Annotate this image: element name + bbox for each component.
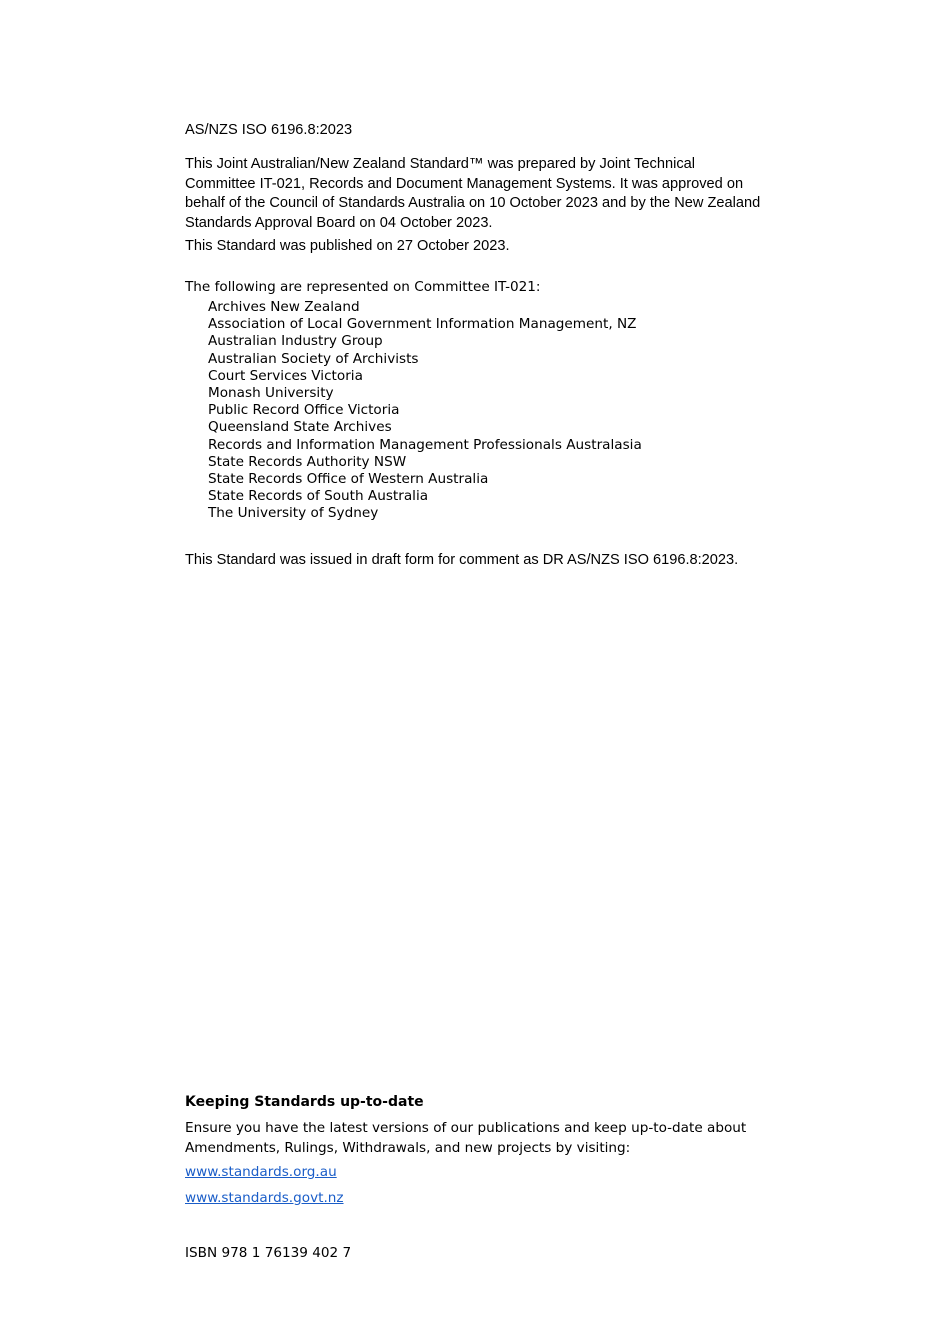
keeping-up-to-date-text: Ensure you have the latest versions of our publications and keep up-to-date about Amendments, Rulings, Withdrawals, and new projects by visiting:	[185, 1120, 747, 1156]
committee-member: Records and Information Management Professionals Australasia	[208, 436, 642, 453]
standards-australia-link[interactable]: www.standards.org.au	[185, 1164, 337, 1180]
committee-member: State Records of South Australia	[208, 488, 429, 505]
committee-member: Queensland State Archives	[208, 419, 392, 436]
approval-statement: This Joint Australian/New Zealand Standard™ was prepared by Joint Technical Committee IT-021, Records and Document Management Systems. It was approved on behalf of the Council of Standards Australia on 10 October 2023 and by the New Zealand Standards Approval Board on 04 October 2023.	[185, 156, 761, 231]
document-code: AS/NZS ISO 6196.8:2023	[185, 122, 353, 138]
committee-member: Australian Industry Group	[208, 333, 383, 350]
isbn: ISBN 978 1 76139 402 7	[185, 1245, 352, 1261]
standards-nz-link[interactable]: www.standards.govt.nz	[185, 1190, 344, 1206]
committee-member: The University of Sydney	[208, 505, 379, 522]
committee-member: State Records Office of Western Australia	[208, 470, 489, 487]
draft-statement: This Standard was issued in draft form for comment as DR AS/NZS ISO 6196.8:2023.	[185, 552, 739, 568]
committee-member: State Records Authority NSW	[208, 453, 407, 470]
keeping-up-to-date-heading: Keeping Standards up-to-date	[185, 1094, 424, 1110]
committee-member: Public Record Office Victoria	[208, 402, 400, 419]
committee-member-list	[208, 299, 642, 522]
committee-member: Australian Society of Archivists	[208, 350, 419, 367]
committee-member: Association of Local Government Information Management, NZ	[208, 316, 637, 333]
committee-member: Archives New Zealand	[208, 299, 360, 315]
committee-member: Court Services Victoria	[208, 367, 363, 384]
publication-date-statement: This Standard was published on 27 October 2023.	[185, 238, 510, 254]
committee-member: Monash University	[208, 384, 334, 401]
committee-intro: The following are represented on Committee IT-021:	[185, 279, 541, 295]
